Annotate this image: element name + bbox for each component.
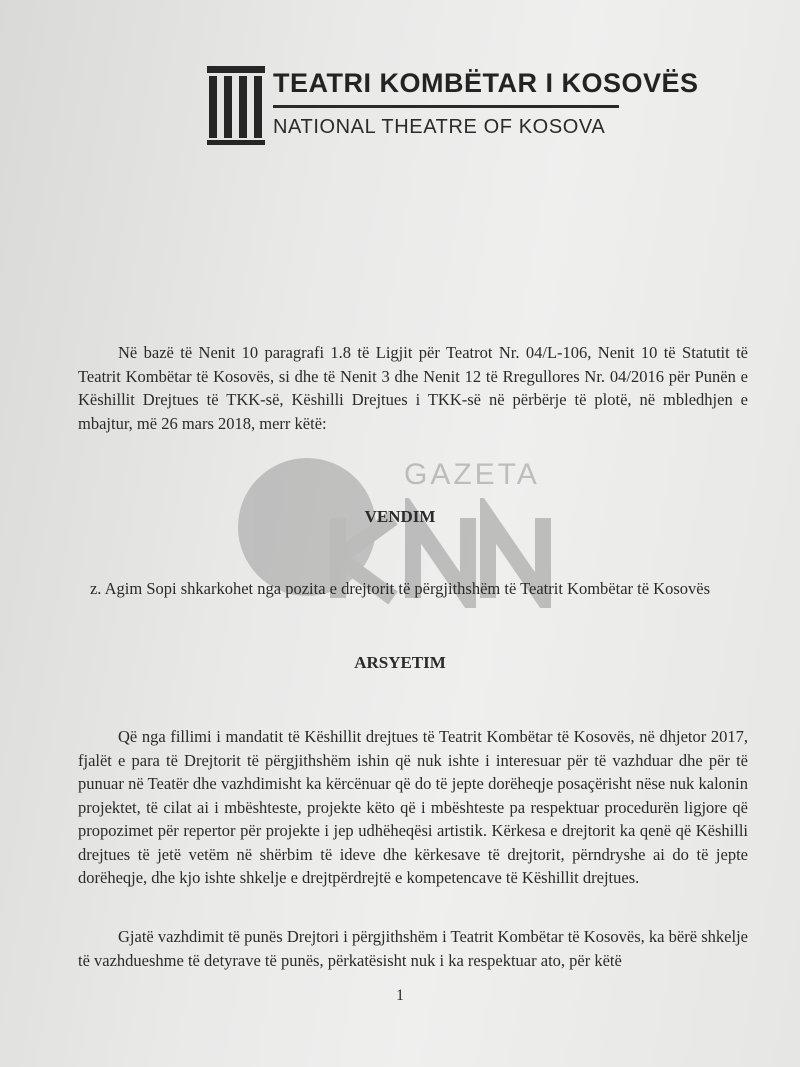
reasoning-paragraph-1: Që nga fillimi i mandatit të Këshillit drejtues të Teatrit Kombëtar të Kosovës, në dhjetor 2017, fjalët e para të Drejtorit të përgjithshëm ishin që nuk ishte i interesuar për të vazhduar dhe për të punuar në Teatër dhe vazhdimisht ka kërcënuar që do të jepte dorëheqje posaçërisht nëse nuk kalonin projektet, të cilat ai i mbështeste, projekte këto që i mbështeste pa respektuar procedurën ligjore që propozimet për repertor për projekte i jep udhëheqësi artistik. Kërkesa e drejtorit ka qenë që Këshilli drejtues të jetë vetëm në shërbim të ideve dhe kërkesave të drejtorit, përndryshe ai do të jepte dorëheqje, dhe kjo ishte shkelje e drejtpërdrejtë e kompetencave të Këshillit drejtues. (78, 727, 748, 887)
decision-text: z. Agim Sopi shkarkohet nga pozita e drejtorit të përgjithshëm të Teatrit Kombëtar të Kosovës (89, 579, 711, 598)
logo-divider (273, 105, 619, 108)
reasoning-paragraph-2: Gjatë vazhdimit të punës Drejtori i përgjithshëm i Teatrit Kombëtar të Kosovës, ka bërë shkelje të vazhdueshme të detyrave të punës, përkatësisht nuk i ka respektuar ato, për këtë (78, 927, 748, 970)
page-number: 1 (396, 987, 404, 1004)
decision-heading: VENDIM (364, 507, 436, 526)
pillars-icon (207, 66, 267, 146)
reasoning-heading: ARSYETIM (354, 653, 446, 672)
logo-subtitle: NATIONAL THEATRE OF KOSOVA (273, 116, 606, 138)
theatre-logo (207, 66, 699, 146)
intro-paragraph: Në bazë të Nenit 10 paragrafi 1.8 të Ligjit për Teatrot Nr. 04/L-106, Nenit 10 të Statutit të Teatrit Kombëtar të Kosovës, si dhe të Nenit 3 dhe Nenit 12 të Rregullores Nr. 04/2016 për Punën e Këshillit Drejtues të TKK-së, Këshilli Drejtues i TKK-së në përbërje të plotë, në mbledhjen e mbajtur, më 26 mars 2018, merr këtë: (78, 343, 748, 433)
watermark-text: GAZETA (404, 458, 540, 491)
logo-title: TEATRI KOMBËTAR I KOSOVËS (273, 68, 699, 98)
